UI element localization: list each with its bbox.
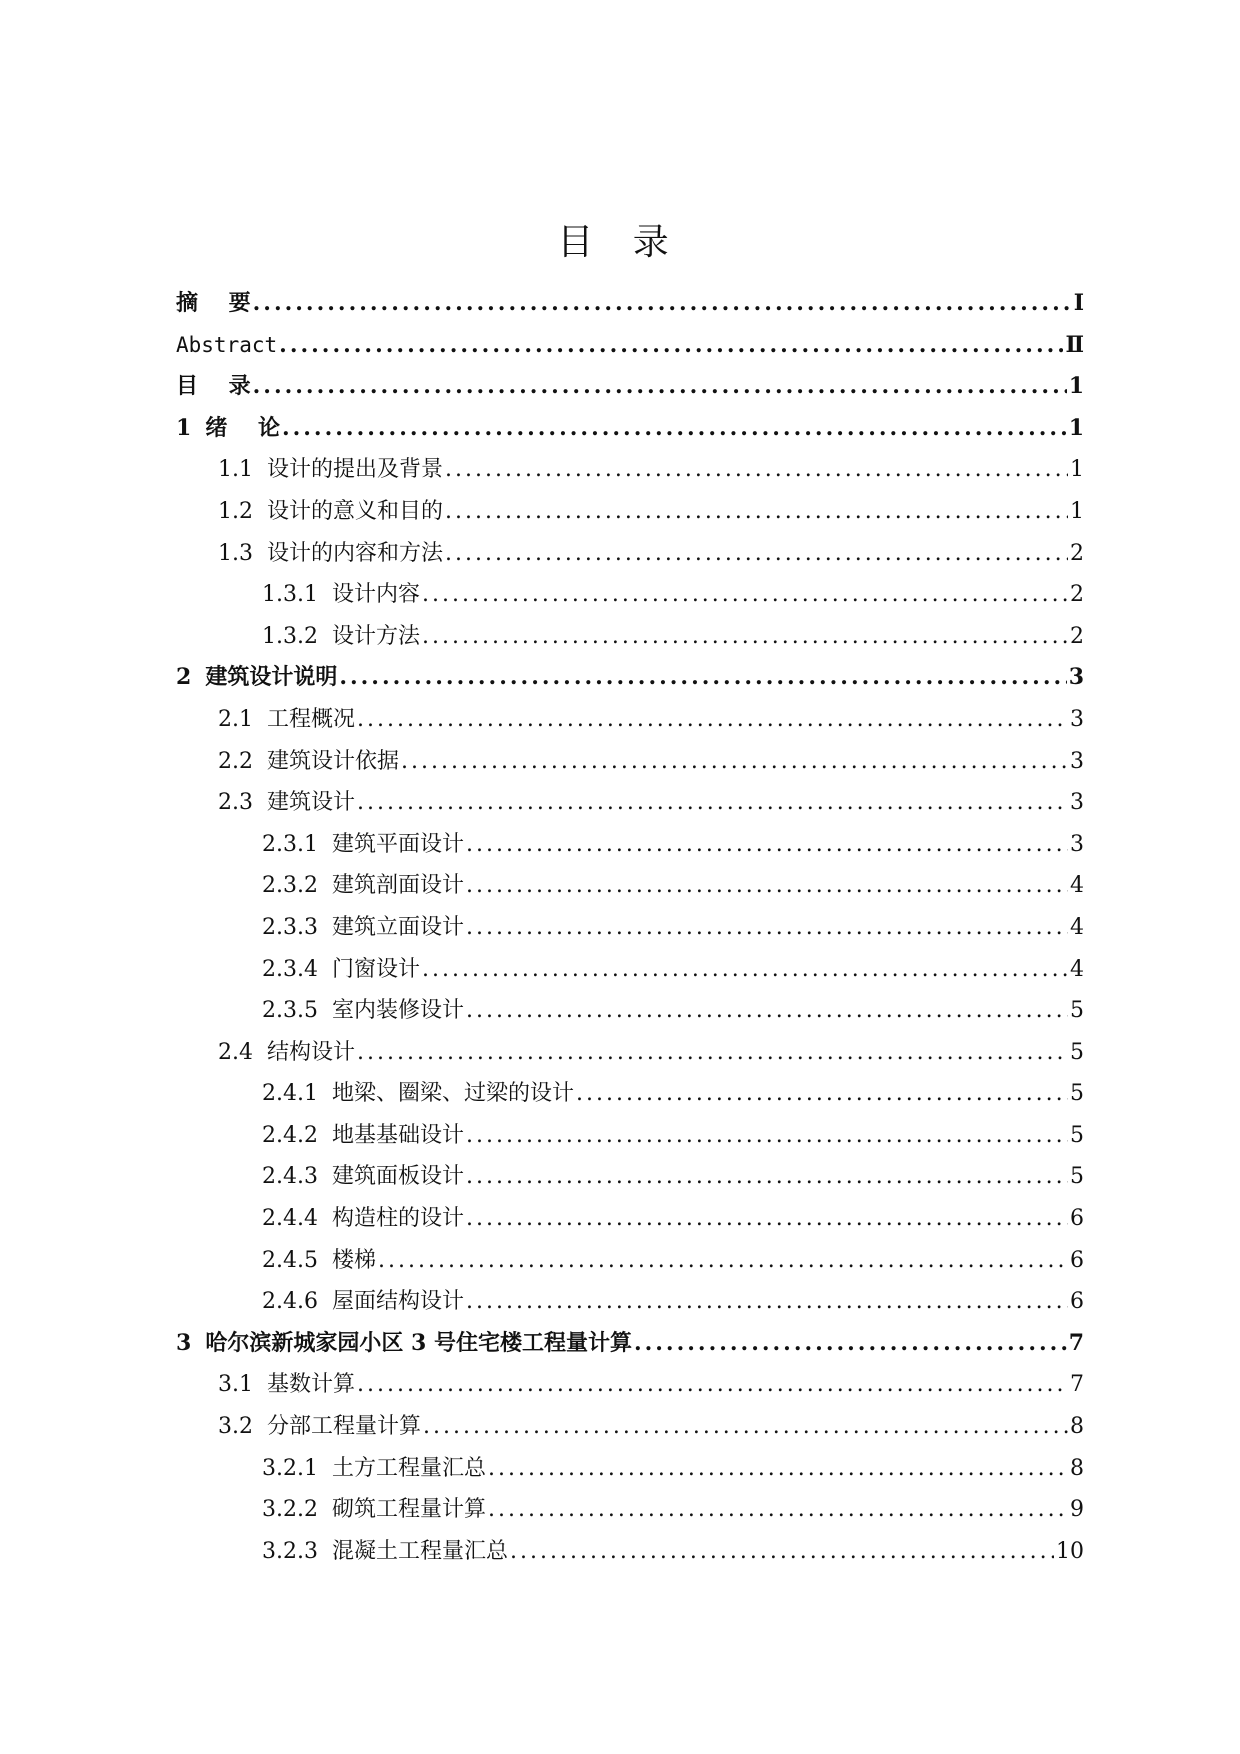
- toc-entry-label: 绪 论: [205, 414, 280, 441]
- toc-entry-label: 结构设计: [267, 1039, 356, 1065]
- toc-entry-label: 建筑立面设计: [331, 914, 464, 940]
- toc-entry[interactable]: [176, 283, 1084, 325]
- dot-leader: [422, 616, 1068, 658]
- toc-entry[interactable]: [176, 1364, 1084, 1406]
- toc-entry-page-number: 6: [1070, 1289, 1084, 1315]
- toc-entry-label: 屋面结构设计: [331, 1289, 464, 1315]
- toc-entry-page-number: 2: [1070, 582, 1084, 608]
- toc-entry[interactable]: [176, 616, 1084, 658]
- dot-leader: [466, 1198, 1068, 1240]
- toc-entry-number: 2.3.4: [262, 956, 318, 982]
- toc-entry-page-number: 4: [1070, 914, 1084, 940]
- toc-entry[interactable]: [176, 1198, 1084, 1240]
- toc-entry-number: 1.1: [218, 457, 253, 483]
- toc-entry-page-number: 6: [1070, 1206, 1084, 1232]
- toc-entry[interactable]: [176, 1073, 1084, 1115]
- toc-entry-number: 3.2.2: [262, 1497, 318, 1523]
- toc-entry[interactable]: [176, 1448, 1084, 1490]
- toc-entry-page-number: Ⅰ: [1073, 290, 1084, 316]
- toc-entry-number: 3.2.1: [262, 1455, 318, 1481]
- toc-entry-label: 楼梯: [331, 1247, 376, 1273]
- toc-entry[interactable]: [176, 1489, 1084, 1531]
- toc-entry[interactable]: [176, 1115, 1084, 1157]
- toc-entry-label: 建筑平面设计: [331, 831, 464, 857]
- toc-entry[interactable]: [176, 491, 1084, 533]
- dot-leader: [357, 1364, 1068, 1406]
- toc-entry-page-number: 1: [1068, 414, 1084, 441]
- toc-entry-number: 2.3.5: [262, 998, 318, 1024]
- toc-entry-page-number: 4: [1070, 873, 1084, 899]
- toc-entry-label: 分部工程量计算: [267, 1414, 422, 1440]
- page-title: 目 录: [557, 222, 683, 263]
- toc-entry-number: 3.2: [218, 1414, 253, 1440]
- toc-entry-number: 2.1: [218, 706, 253, 732]
- dot-leader: [357, 1032, 1068, 1074]
- dot-leader: [357, 782, 1068, 824]
- toc-entry[interactable]: [176, 1156, 1084, 1198]
- toc-entry-number: 1: [176, 414, 192, 441]
- toc-entry-label: 设计的提出及背景: [267, 457, 444, 483]
- toc-entry-label: 构造柱的设计: [331, 1206, 464, 1232]
- toc-entry-label: 门窗设计: [331, 956, 420, 982]
- toc-entry-page-number: 5: [1070, 1122, 1084, 1148]
- dot-leader: [279, 325, 1063, 367]
- dot-leader: [510, 1531, 1054, 1573]
- dot-leader: [422, 949, 1068, 991]
- dot-leader: [466, 865, 1068, 907]
- toc-entry-label: 设计的意义和目的: [267, 498, 444, 524]
- toc-entry-label: 土方工程量汇总: [331, 1455, 486, 1481]
- toc-entry-page-number: 5: [1070, 1081, 1084, 1107]
- toc-entry-page-number: 5: [1070, 1039, 1084, 1065]
- toc-entry-page-number: 5: [1070, 998, 1084, 1024]
- toc-entry-number: 2.4.2: [262, 1122, 318, 1148]
- toc-entry[interactable]: [176, 574, 1084, 616]
- toc-entry-label: 设计的内容和方法: [267, 540, 444, 566]
- dot-leader: [378, 1240, 1068, 1282]
- toc-entry-number: 1.3.1: [262, 582, 318, 608]
- dot-leader: [634, 1323, 1067, 1365]
- toc-entry[interactable]: [176, 1032, 1084, 1074]
- toc-entry-number: 2.3.2: [262, 873, 318, 899]
- toc-entry-number: 2.4: [218, 1039, 253, 1065]
- dot-leader: [576, 1073, 1068, 1115]
- dot-leader: [357, 699, 1068, 741]
- toc-entry[interactable]: [176, 782, 1084, 824]
- toc-entry-number: 1.2: [218, 498, 253, 524]
- toc-entry-page-number: 2: [1070, 540, 1084, 566]
- dot-leader: [445, 449, 1068, 491]
- toc-entry[interactable]: [176, 741, 1084, 783]
- toc-entry-number: 2.4.6: [262, 1289, 318, 1315]
- toc-entry[interactable]: [176, 824, 1084, 866]
- toc-entry-label: 砌筑工程量计算: [331, 1497, 486, 1523]
- toc-entry-page-number: 2: [1070, 623, 1084, 649]
- toc-entry-number: 1.3: [218, 540, 253, 566]
- dot-leader: [466, 990, 1068, 1032]
- toc-entry-page-number: 3: [1070, 748, 1084, 774]
- toc-entry-number: 2.4.5: [262, 1247, 318, 1273]
- dot-leader: [466, 1281, 1068, 1323]
- toc-entry-label: 设计方法: [331, 623, 420, 649]
- toc-entry[interactable]: [176, 949, 1084, 991]
- dot-leader: [466, 824, 1068, 866]
- dot-leader: [339, 657, 1066, 699]
- toc-entry[interactable]: [176, 533, 1084, 575]
- toc-entry-label: 设计内容: [331, 582, 420, 608]
- table-of-contents: [176, 283, 1084, 1572]
- toc-entry[interactable]: [176, 325, 1084, 367]
- toc-entry-label: 目 录: [176, 373, 251, 400]
- toc-entry-page-number: 3: [1070, 790, 1084, 816]
- toc-entry-page-number: 7: [1068, 1329, 1084, 1356]
- toc-entry-label: 建筑设计: [267, 790, 356, 816]
- toc-entry[interactable]: [176, 657, 1084, 699]
- toc-entry[interactable]: [176, 1323, 1084, 1365]
- toc-entry[interactable]: [176, 1531, 1084, 1573]
- toc-entry[interactable]: [176, 907, 1084, 949]
- toc-entry-number: 2: [176, 664, 192, 691]
- toc-entry-number: 3.1: [218, 1372, 253, 1398]
- toc-entry-label: 室内装修设计: [331, 998, 464, 1024]
- toc-entry-label: 基数计算: [267, 1372, 356, 1398]
- toc-entry-page-number: 7: [1070, 1372, 1084, 1398]
- toc-entry-number: 2.4.4: [262, 1206, 318, 1232]
- toc-entry-label: 哈尔滨新城家园小区 3 号住宅楼工程量计算: [205, 1329, 632, 1356]
- toc-entry[interactable]: [176, 408, 1084, 450]
- dot-leader: [445, 533, 1068, 575]
- dot-leader: [466, 907, 1068, 949]
- toc-entry-number: 3.2.3: [262, 1538, 318, 1564]
- toc-entry-page-number: 4: [1070, 956, 1084, 982]
- toc-entry-number: 1.3.2: [262, 623, 318, 649]
- toc-entry-page-number: 1: [1070, 498, 1084, 524]
- toc-entry-label: 地基基础设计: [331, 1122, 464, 1148]
- toc-entry-label: 摘 要: [176, 290, 251, 316]
- toc-entry-page-number: 6: [1070, 1247, 1084, 1273]
- toc-entry-page-number: Ⅱ: [1065, 331, 1084, 358]
- dot-leader: [466, 1115, 1068, 1157]
- toc-entry-number: 2.3: [218, 790, 253, 816]
- toc-entry[interactable]: [176, 1240, 1084, 1282]
- toc-entry[interactable]: [176, 366, 1084, 408]
- toc-entry[interactable]: [176, 699, 1084, 741]
- toc-entry-page-number: 9: [1070, 1497, 1084, 1523]
- dot-leader: [401, 741, 1068, 783]
- toc-entry-label: 混凝土工程量汇总: [331, 1538, 508, 1564]
- toc-entry-page-number: 3: [1070, 706, 1084, 732]
- toc-entry-label: 建筑设计说明: [205, 664, 338, 691]
- toc-entry-page-number: 10: [1056, 1538, 1084, 1564]
- toc-entry-number: 3: [176, 1329, 192, 1356]
- dot-leader: [253, 366, 1067, 408]
- toc-entry-number: 2.4.3: [262, 1164, 318, 1190]
- toc-entry-label: 建筑剖面设计: [331, 873, 464, 899]
- toc-entry-number: 2.2: [218, 748, 253, 774]
- dot-leader: [422, 574, 1068, 616]
- toc-entry-page-number: 3: [1070, 831, 1084, 857]
- dot-leader: [282, 408, 1067, 450]
- toc-entry-label: 建筑面板设计: [331, 1164, 464, 1190]
- toc-entry-page-number: 8: [1070, 1414, 1084, 1440]
- toc-entry[interactable]: [176, 865, 1084, 907]
- toc-entry-number: 2.3.1: [262, 831, 318, 857]
- toc-entry-page-number: 5: [1070, 1164, 1084, 1190]
- toc-entry-label: 地梁、圈梁、过梁的设计: [331, 1081, 574, 1107]
- toc-entry[interactable]: [176, 449, 1084, 491]
- toc-entry-page-number: 8: [1070, 1455, 1084, 1481]
- toc-entry[interactable]: [176, 1406, 1084, 1448]
- toc-entry-number: 2.3.3: [262, 914, 318, 940]
- toc-entry-number: 2.4.1: [262, 1081, 318, 1107]
- toc-entry-label: Abstract: [176, 332, 278, 357]
- toc-entry[interactable]: [176, 1281, 1084, 1323]
- toc-entry-page-number: 3: [1068, 664, 1084, 691]
- dot-leader: [423, 1406, 1068, 1448]
- toc-entry-page-number: 1: [1068, 373, 1084, 400]
- toc-entry[interactable]: [176, 990, 1084, 1032]
- toc-entry-label: 建筑设计依据: [267, 748, 400, 774]
- dot-leader: [466, 1156, 1068, 1198]
- dot-leader: [488, 1448, 1068, 1490]
- dot-leader: [488, 1489, 1068, 1531]
- dot-leader: [253, 283, 1072, 325]
- toc-entry-page-number: 1: [1070, 457, 1084, 483]
- toc-entry-label: 工程概况: [267, 706, 356, 732]
- dot-leader: [445, 491, 1068, 533]
